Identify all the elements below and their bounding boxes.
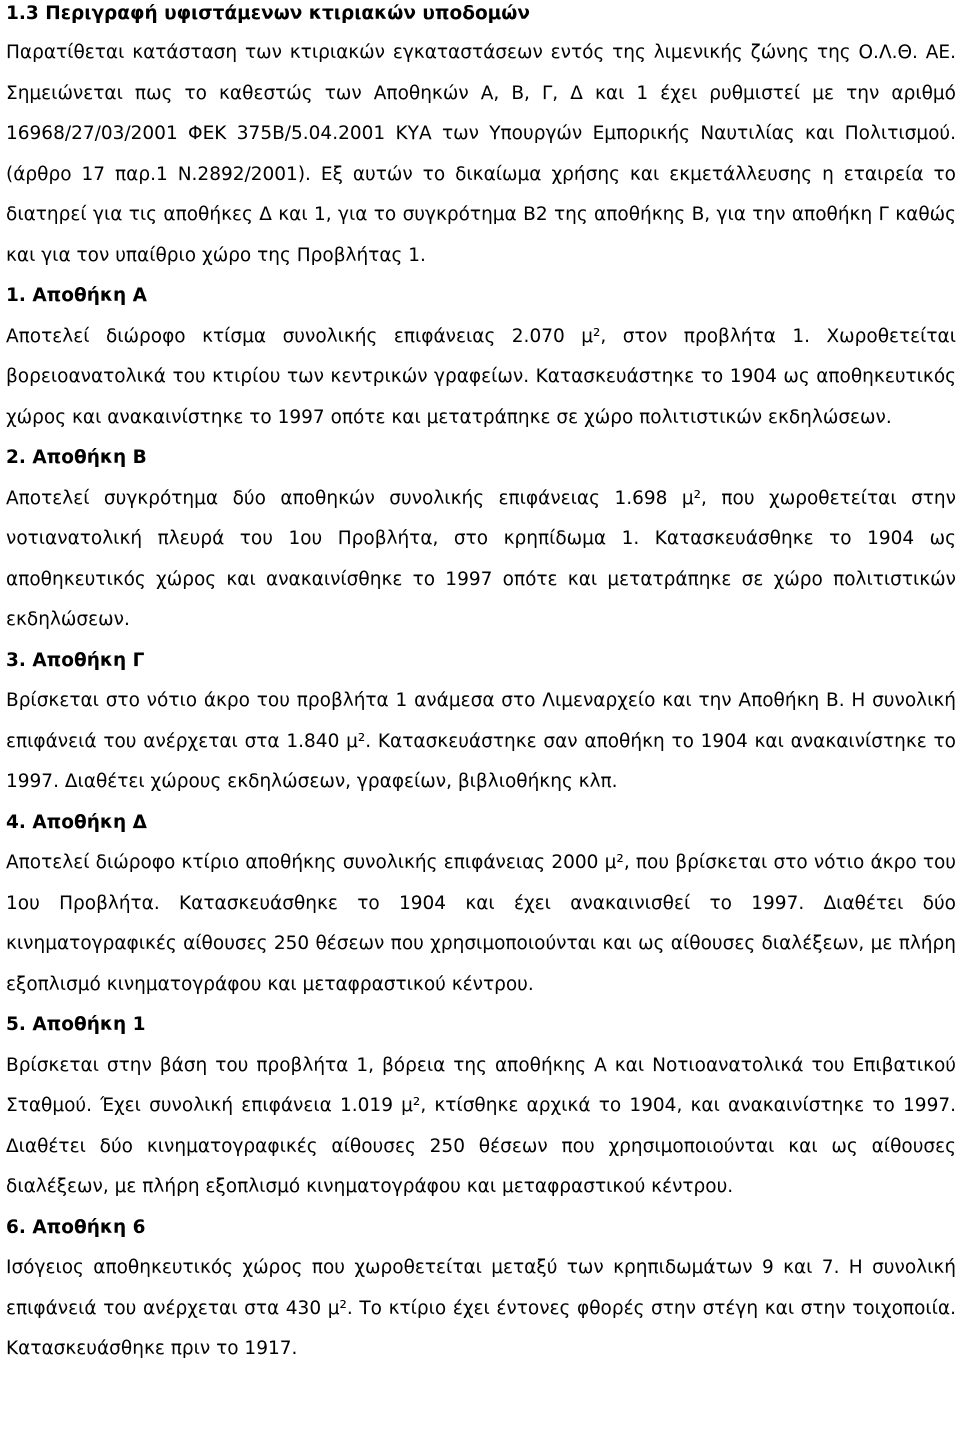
document-page — [6, 0, 956, 1370]
warehouse-d-section — [6, 803, 956, 1006]
warehouse-c-text: Βρίσκεται στο νότιο άκρο του προβλήτα 1 ανάμεσα στο Λιμεναρχείο και την Αποθήκη Β. Η συνολική επιφάνειά του ανέρχεται στα 1.840 μ². Κατασκευάστηκε σαν αποθήκη το 1904 και ανακαινίστηκε το 1997. Διαθέτει χώρους εκδηλώσεων, γραφείων, βιβλιοθήκης κλπ. — [6, 690, 956, 792]
warehouse-6-section — [6, 1208, 956, 1370]
intro-paragraph: Παρατίθεται κατάσταση των κτιριακών εγκαταστάσεων εντός της λιμενικής ζώνης της Ο.Λ.Θ. ΑΕ. Σημειώνεται πως το καθεστώς των Αποθηκών Α, Β, Γ, Δ και 1 έχει ρυθμιστεί με την αριθμό 16968/27/03/2001 ΦΕΚ 375Β/5.04.2001 ΚΥΑ των Υπουργών Εμπορικής Ναυτιλίας και Πολιτισμού. (άρθρο 17 παρ.1 Ν.2892/2001). Εξ αυτών το δικαίωμα χρήσης και εκμετάλλευσης η εταιρεία το διατηρεί για τις αποθήκες Δ και 1, για το συγκρότημα Β2 της αποθήκης Β, για την αποθήκη Γ καθώς και για τον υπαίθριο χώρο της Προβλήτας 1. — [6, 42, 956, 266]
warehouse-6-text: Ισόγειος αποθηκευτικός χώρος που χωροθετείται μεταξύ των κρηπιδωμάτων 9 και 7. Η συνολική επιφάνειά του ανέρχεται στα 430 μ². Το κτίριο έχει έντονες φθορές στην στέγη και στην τοιχοποιία. Κατασκευάσθηκε πριν το 1917. — [6, 1257, 956, 1359]
warehouse-1-section — [6, 1005, 956, 1208]
warehouse-b-section — [6, 438, 956, 641]
warehouse-b-title: 2. Αποθήκη Β — [6, 447, 147, 468]
warehouse-d-text: Αποτελεί διώροφο κτίριο αποθήκης συνολικής επιφάνειας 2000 μ², που βρίσκεται στο νότιο άκρο του 1ου Προβλήτα. Κατασκευάσθηκε το 1904 και έχει ανακαινισθεί το 1997. Διαθέτει δύο κινηματογραφικές αίθουσες 250 θέσεων που χρησιμοποιούνται και ως αίθουσες διαλέξεων, με πλήρη εξοπλισμό κινηματογράφου και μεταφραστικού κέντρου. — [6, 852, 956, 995]
warehouse-c-title: 3. Αποθήκη Γ — [6, 649, 145, 671]
warehouse-c-section — [6, 641, 956, 803]
warehouse-6-title: 6. Αποθήκη 6 — [6, 1216, 146, 1238]
section-heading: 1.3 Περιγραφή υφιστάμενων κτιριακών υποδομών — [6, 3, 530, 24]
warehouse-d-title: 4. Αποθήκη Δ — [6, 811, 147, 833]
warehouse-a-title: 1. Αποθήκη Α — [6, 285, 147, 306]
warehouse-1-text: Βρίσκεται στην βάση του προβλήτα 1, βόρεια της αποθήκης Α και Νοτιοανατολικά του Επιβατικού Σταθμού. Έχει συνολική επιφάνεια 1.019 μ², κτίσθηκε αρχικά το 1904, και ανακαινίστηκε το 1997. Διαθέτει δύο κινηματογραφικές αίθουσες 250 θέσεων που χρησιμοποιούνται και ως αίθουσες διαλέξεων, με πλήρη εξοπλισμό κινηματογράφου και μεταφραστικού κέντρου. — [6, 1054, 956, 1197]
warehouse-b-text: Αποτελεί συγκρότημα δύο αποθηκών συνολικής επιφάνειας 1.698 μ², που χωροθετείται στην νοτιανατολική πλευρά του 1ου Προβλήτα, στο κρηπίδωμα 1. Κατασκευάσθηκε το 1904 ως αποθηκευτικός χώρος και ανακαινίσθηκε το 1997 οπότε και μετατράπηκε σε χώρο πολιτιστικών εκδηλώσεων. — [6, 487, 956, 630]
warehouse-a-text: Αποτελεί διώροφο κτίσμα συνολικής επιφάνειας 2.070 μ², στον προβλήτα 1. Χωροθετείται βορειοανατολικά του κτιρίου των κεντρικών γραφείων. Κατασκευάστηκε το 1904 ως αποθηκευτικός χώρος και ανακαινίστηκε το 1997 οπότε και μετατράπηκε σε χώρο πολιτιστικών εκδηλώσεων. — [6, 325, 956, 428]
warehouse-1-title: 5. Αποθήκη 1 — [6, 1014, 146, 1035]
warehouse-a-section — [6, 276, 956, 438]
